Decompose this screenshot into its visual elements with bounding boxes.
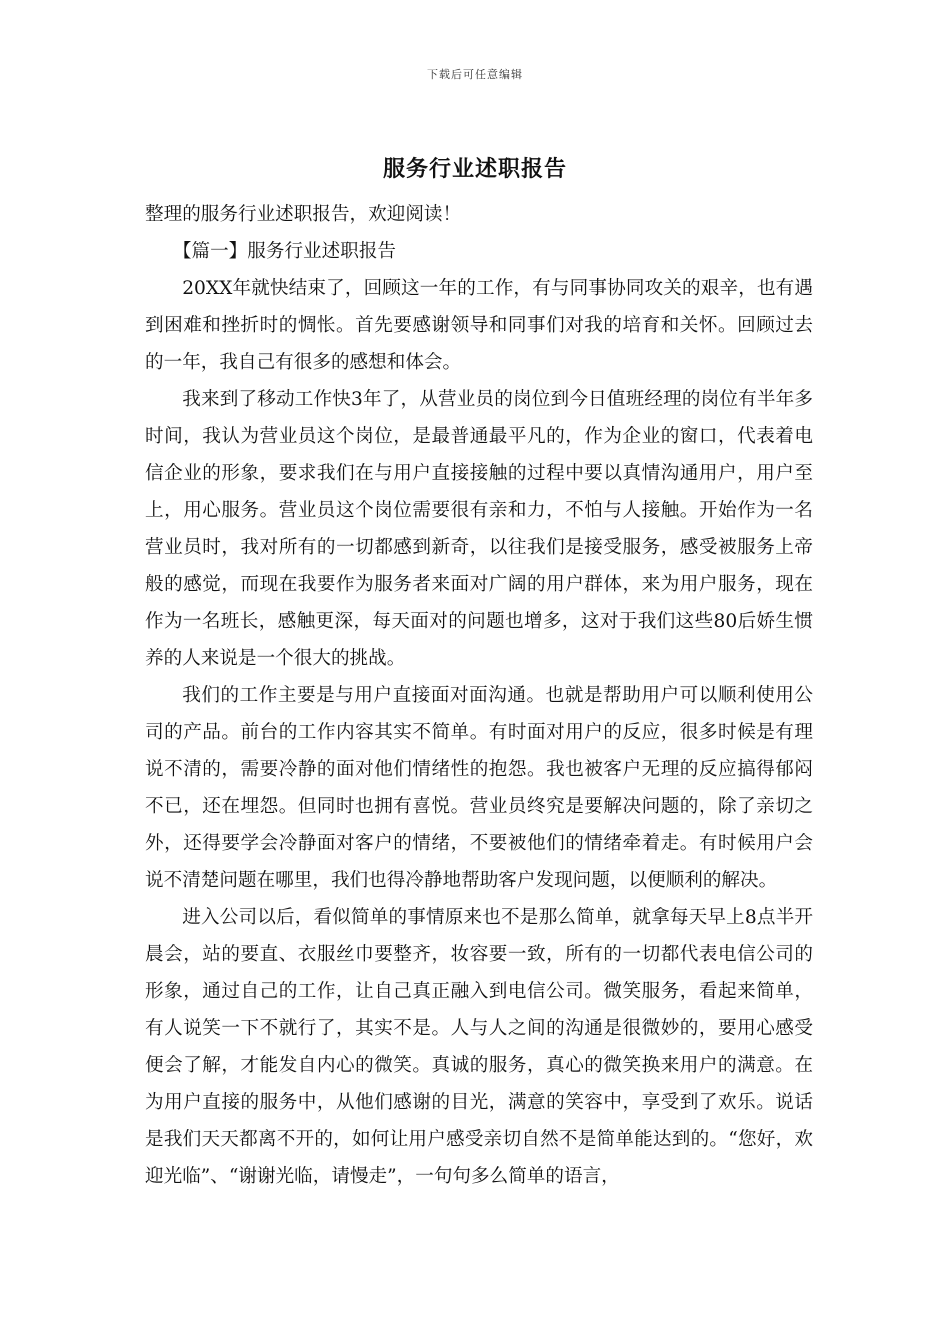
section-heading: 【篇一】服务行业述职报告 <box>172 241 397 262</box>
paragraph-2: 我来到了移动工作快3年了，从营业员的岗位到今日值班经理的岗位有半年多时间，我认为营业员这个岗位，是最普通最平凡的，作为企业的窗口，代表着电信企业的形象，要求我们在与用户直接接触的过程中要以真情沟通用户，用户至上，用心服务。营业员这个岗位需要很有亲和力，不怕与人接触。开始作为一名营业员时，我对所有的一切都感到新奇，以往我们是接受服务，感受被服务上帝般的感觉，而现在我要作为服务者来面对广阔的用户群体，来为用户服务，现在作为一名班长，感触更深，每天面对的问题也增多，这对于我们这些80后娇生惯养的人来说是一个很大的挑战。 <box>145 389 813 669</box>
paragraph-4: 进入公司以后，看似简单的事情原来也不是那么简单，就拿每天早上8点半开晨会，站的要直、衣服丝巾要整齐，妆容要一致，所有的一切都代表电信公司的形象，通过自己的工作，让自己真正融入到电信公司。微笑服务，看起来简单，有人说笑一下不就行了，其实不是。人与人之间的沟通是很微妙的，要用心感受便会了解，才能发自内心的微笑。真诚的服务，真心的微笑换来用户的满意。在为用户直接的服务中，从他们感谢的目光，满意的笑容中，享受到了欢乐。说话是我们天天都离不开的，如何让用户感受亲切自然不是简单能达到的。“您好，欢迎光临”、“谢谢光临，请慢走”，一句句多么简单的语言， <box>145 907 813 1187</box>
paragraph-1: 20XX年就快结束了，回顾这一年的工作，有与同事协同攻关的艰辛，也有遇到困难和挫折时的惆怅。首先要感谢领导和同事们对我的培育和关怀。回顾过去的一年，我自己有很多的感想和体会。 <box>145 278 813 373</box>
document-title: 服务行业述职报告 <box>382 156 567 182</box>
paragraph-3: 我们的工作主要是与用户直接面对面沟通。也就是帮助用户可以顺利使用公司的产品。前台的工作内容其实不简单。有时面对用户的反应，很多时候是有理说不清的，需要冷静的面对他们情绪性的抱怨。我也被客户无理的反应搞得郁闷不已，还在埋怨。但同时也拥有喜悦。营业员终究是要解决问题的，除了亲切之外，还得要学会冷静面对客户的情绪，不要被他们的情绪牵着走。有时候用户会说不清楚问题在哪里，我们也得冷静地帮助客户发现问题，以便顺利的解决。 <box>145 685 813 891</box>
document-body <box>145 196 813 1195</box>
header-note: 下载后可任意编辑 <box>427 68 523 81</box>
intro-line: 整理的服务行业述职报告，欢迎阅读！ <box>145 204 462 225</box>
